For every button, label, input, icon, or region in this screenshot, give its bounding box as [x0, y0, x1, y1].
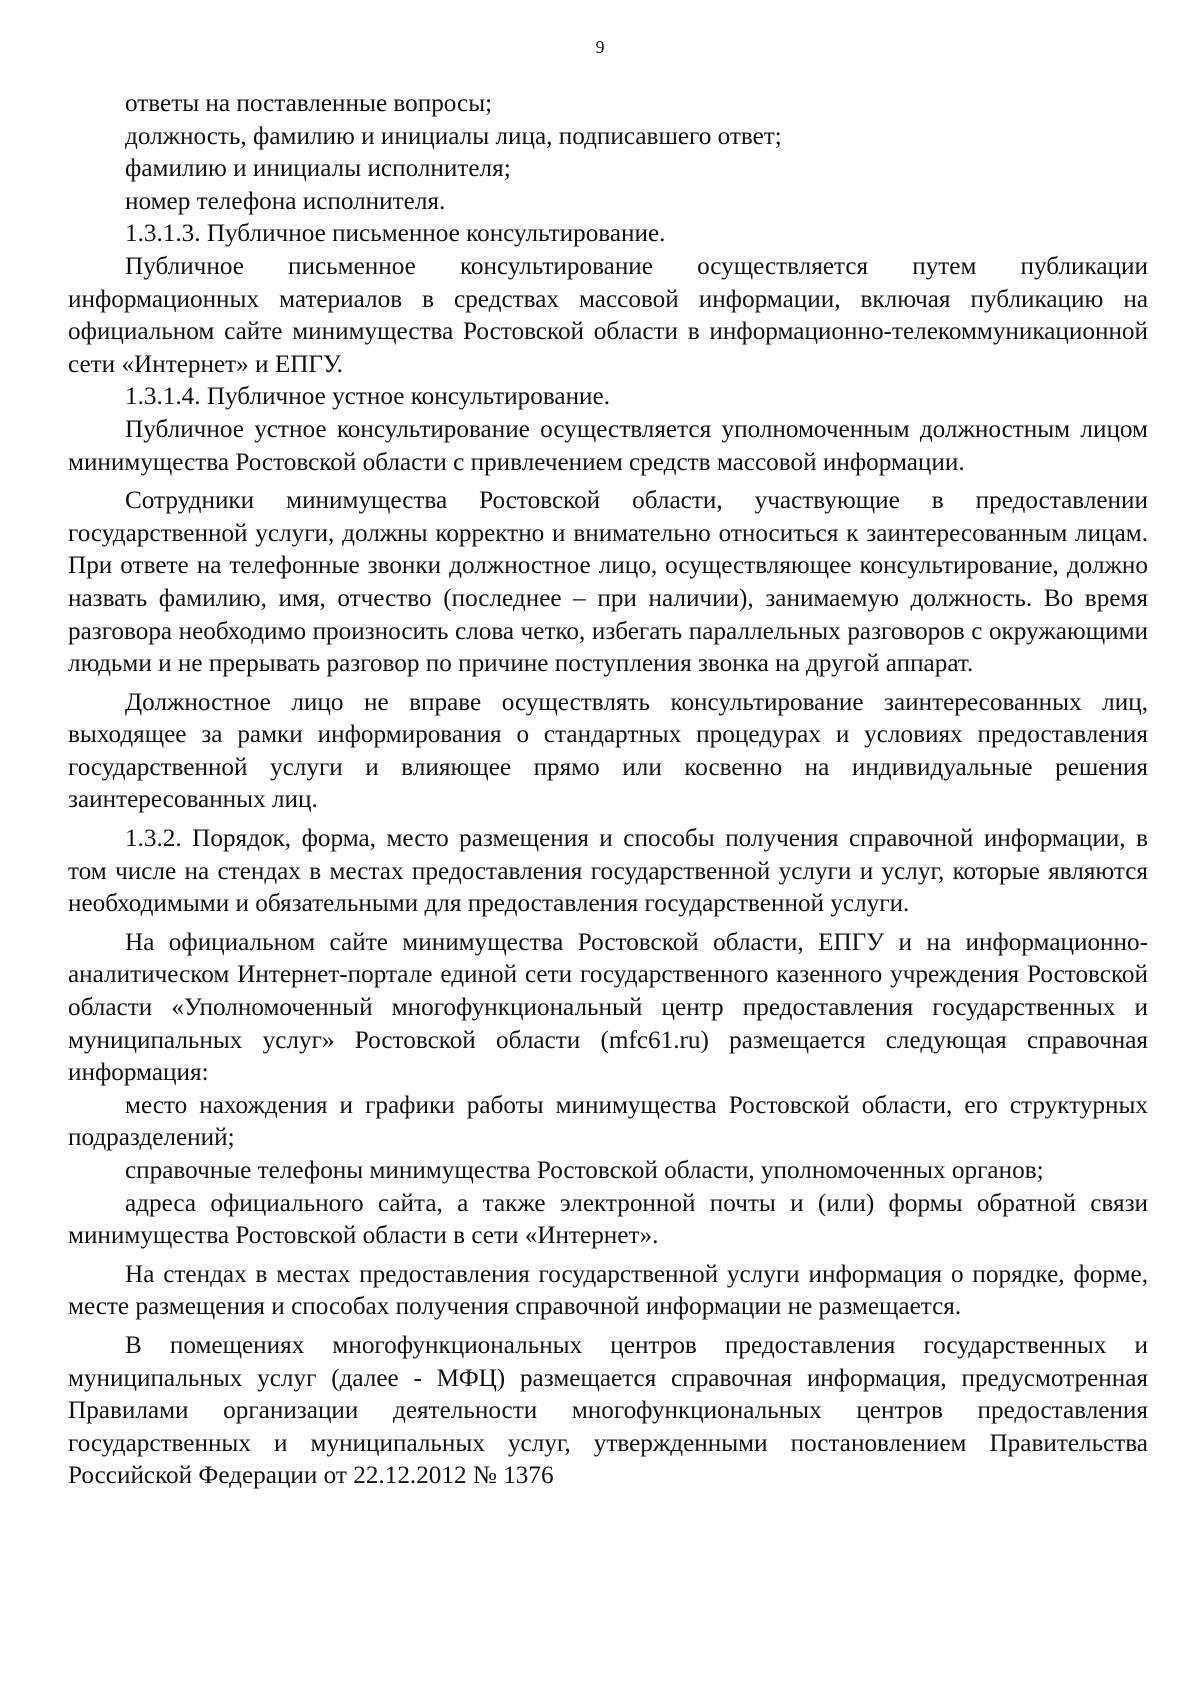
paragraph: должность, фамилию и инициалы лица, подписавшего ответ;	[125, 122, 782, 150]
paragraph: Публичное устное консультирование осуществляется уполномоченным должностным лицом минимущества Ростовской области с привлечением средств массовой информации.	[68, 415, 1148, 476]
list-item: справочные телефоны минимущества Ростовской области, уполномоченных органов;	[125, 1157, 1044, 1184]
paragraph: На стендах в местах предоставления государственной услуги информация о порядке, форме, месте размещения и способах получения справочной информации не размещается.	[68, 1260, 1148, 1321]
paragraph: Сотрудники минимущества Ростовской области, участвующие в предоставлении государственной услуги, должны корректно и внимательно относиться к заинтересованным лицам. При ответе на телефонные звонки должностное лицо, осуществляющее консультирование, должно назвать фамилию, имя, отчество (последнее – при наличии), занимаемую должность. Во время разговора необходимо произносить слова четко, избегать параллельных разговоров с окружающими людьми и не прерывать разговор по причине поступления звонка на другой аппарат.	[68, 487, 1148, 678]
document-body	[68, 88, 1148, 1493]
list-item: место нахождения и графики работы минимущества Ростовской области, его структурных подразделений;	[68, 1091, 1148, 1152]
paragraph: В помещениях многофункциональных центров предоставления государственных и муниципальных услуг (далее - МФЦ) размещается справочная информация, предусмотренная Правилами организации деятельности многофункциональных центров предоставления государственных и муниципальных услуг, утвержденными постановлением Правительства Российской Федерации от 22.12.2012 № 1376	[68, 1331, 1148, 1490]
paragraph: номер телефона исполнителя.	[125, 187, 446, 215]
section-heading-1-3-1-3: 1.3.1.3. Публичное письменное консультирование.	[125, 220, 666, 248]
section-heading-1-3-2: 1.3.2. Порядок, форма, место размещения и способы получения справочной информации, в том числе на стендах в местах предоставления государственной услуги и услуг, которые являются необходимыми и обязательными для предоставления государственной услуги.	[68, 825, 1148, 918]
section-heading-1-3-1-4: 1.3.1.4. Публичное устное консультирование.	[125, 383, 611, 411]
page-number: 9	[595, 37, 605, 57]
paragraph: На официальном сайте минимущества Ростовской области, ЕПГУ и на информационно-аналитическом Интернет-портале единой сети государственного казенного учреждения Ростовской области «Уполномоченный многофункциональный центр предоставления государственных и муниципальных услуг» Ростовской области (mfc61.ru) размещается следующая справочная информация:	[68, 928, 1148, 1087]
paragraph: Должностное лицо не вправе осуществлять консультирование заинтересованных лиц, выходящее за рамки информирования о стандартных процедурах и условиях предоставления государственной услуги и влияющее прямо или косвенно на индивидуальные решения заинтересованных лиц.	[68, 688, 1148, 814]
paragraph: фамилию и инициалы исполнителя;	[125, 155, 511, 183]
list-item: адреса официального сайта, а также электронной почты и (или) формы обратной связи минимущества Ростовской области в сети «Интернет».	[68, 1189, 1148, 1250]
paragraph: Публичное письменное консультирование осуществляется путем публикации информационных материалов в средствах массовой информации, включая публикацию на официальном сайте минимущества Ростовской области в информационно-телекоммуникационной сети «Интернет» и ЕПГУ.	[68, 252, 1148, 378]
paragraph: ответы на поставленные вопросы;	[125, 90, 493, 117]
